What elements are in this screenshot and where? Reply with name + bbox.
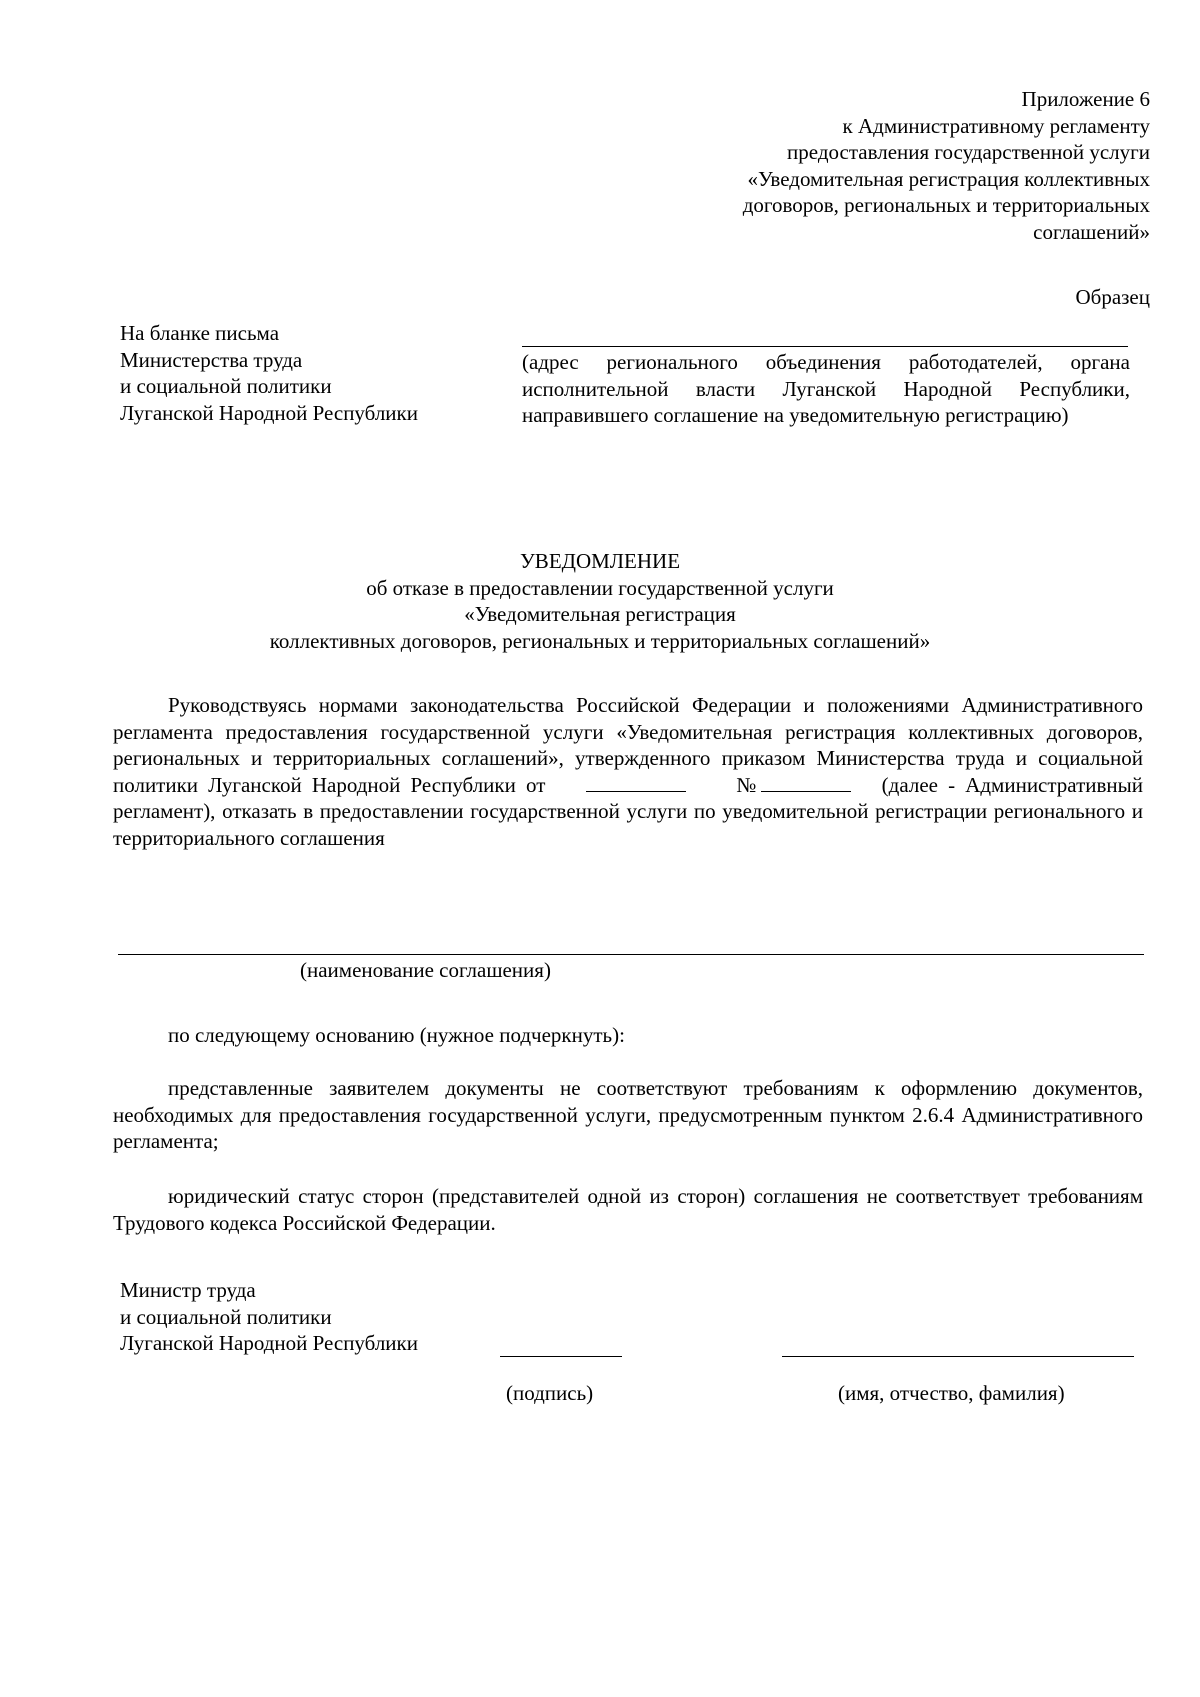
full-name-line xyxy=(782,1356,1134,1357)
notice-subtitle-line: «Уведомительная регистрация xyxy=(464,602,736,626)
notice-title-block xyxy=(0,548,1200,654)
appendix-line: «Уведомительная регистрация коллективных xyxy=(747,166,1150,191)
signatory-line: Министр труда xyxy=(120,1278,256,1302)
signatory-line: и социальной политики xyxy=(120,1304,332,1329)
appendix-line: к Административному регламенту xyxy=(842,113,1150,138)
reason-paragraph xyxy=(113,1075,1143,1155)
basis-text: по следующему основанию (нужное подчеркнуть): xyxy=(168,1023,625,1047)
signature-line xyxy=(500,1356,622,1357)
appendix-header xyxy=(630,86,1150,245)
appendix-line: Приложение 6 xyxy=(1021,87,1150,111)
intro-text-part2: (далее - Административный регламент), отказать в предоставлении государственной услуги по уведомительной регистрации регионального и территориального соглашения xyxy=(113,772,1144,850)
appendix-line: предоставления государственной услуги xyxy=(787,140,1150,164)
reason-text: представленные заявителем документы не соответствуют требованиям к оформлению документов, необходимых для предоставления государственной услуги, предусмотренным пунктом 2.6.4 Административного регламента; xyxy=(113,1076,1143,1153)
agreement-name-caption: (наименование соглашения) xyxy=(300,958,551,982)
reason-paragraph xyxy=(113,1183,1143,1236)
letterhead-note xyxy=(120,320,520,426)
full-name-caption: (имя, отчество, фамилия) xyxy=(838,1381,1065,1405)
date-blank xyxy=(586,773,686,792)
signatory-line: Луганской Народной Республики xyxy=(120,1331,418,1355)
sample-label: Образец xyxy=(1075,285,1150,309)
signatory-title xyxy=(120,1277,418,1357)
letterhead-line: На бланке письма xyxy=(120,321,280,345)
notice-title: УВЕДОМЛЕНИЕ xyxy=(519,549,681,573)
appendix-line: договоров, региональных и территориальных xyxy=(742,193,1150,217)
letterhead-line: Луганской Народной Республики xyxy=(120,400,418,425)
agreement-name-line xyxy=(118,954,1144,955)
recipient-address-caption: (адрес регионального объединения работодателей, органа исполнительной власти Луганской Народной Республики, направившего соглашение на уведомительную регистрацию) xyxy=(522,350,1130,427)
signature-caption: (подпись) xyxy=(506,1381,594,1405)
letterhead-line: Министерства труда xyxy=(120,347,303,372)
number-sign: № xyxy=(736,772,762,797)
notice-subtitle-line: об отказе в предоставлении государственной услуги xyxy=(366,575,834,600)
letterhead-line: и социальной политики xyxy=(120,374,332,398)
recipient-address-line xyxy=(522,346,1128,347)
intro-text-part1: Руководствуясь нормами законодательства Российской Федерации и положениями Административного регламента предоставления государственной услуги «Уведомительная регистрация коллективных договоров, региональных и территориальных соглашений», утвержденного приказом Министерства труда и социальной политики Луганской Народной Республики от xyxy=(113,693,1143,797)
notice-subtitle-line: коллективных договоров, региональных и территориальных соглашений» xyxy=(269,628,931,653)
number-blank xyxy=(761,773,851,792)
intro-paragraph xyxy=(113,692,1143,851)
appendix-line: соглашений» xyxy=(1033,219,1150,244)
reason-text: юридический статус сторон (представителей одной из сторон) соглашения не соответствует требованиям Трудового кодекса Российской Федерации. xyxy=(113,1184,1143,1235)
